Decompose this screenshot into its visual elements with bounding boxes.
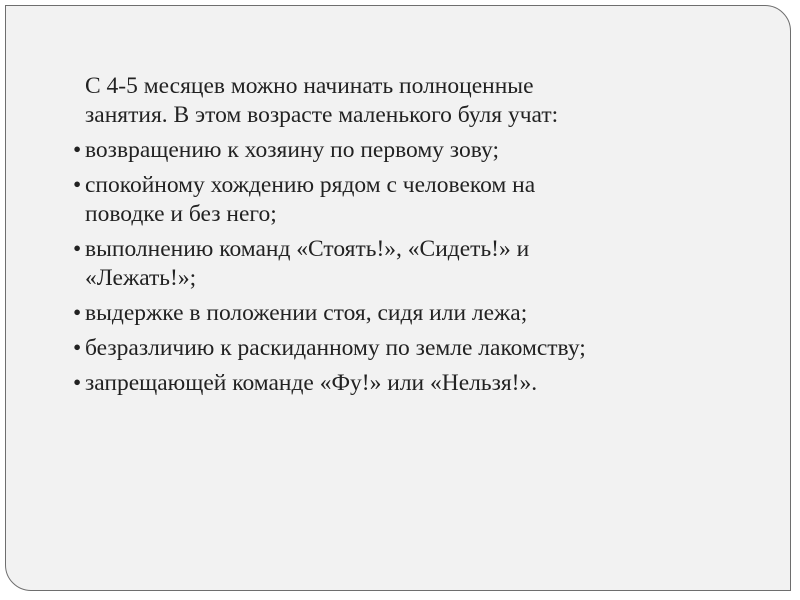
slide-text-body [73, 72, 733, 404]
bullet-text: запрещающей команде «Фу!» или «Нельзя!». [85, 370, 538, 396]
bullet-list [73, 136, 733, 398]
bullet-text: возвращению к хозяину по первому зову; [85, 137, 499, 163]
bullet-text: выполнению команд «Стоять!», «Сидеть!» и [85, 236, 530, 262]
bullet-text-continuation: поводке и без него; [85, 201, 277, 227]
bullet-text: безразличию к раскиданному по земле лакомству; [85, 335, 586, 361]
bullet-icon: • [73, 236, 82, 262]
bullet-icon: • [73, 300, 82, 326]
bullet-icon: • [73, 172, 82, 198]
list-item [73, 299, 733, 328]
list-item [73, 171, 733, 229]
intro-paragraph [73, 72, 733, 130]
list-item [73, 334, 733, 363]
intro-line: занятия. В этом возрасте маленького буля учат: [85, 102, 559, 128]
intro-line: С 4-5 месяцев можно начинать полноценные [85, 73, 534, 99]
bullet-text-continuation: «Лежать!»; [85, 265, 197, 291]
bullet-icon: • [73, 370, 82, 396]
bullet-text: спокойному хождению рядом с человеком на [85, 172, 536, 198]
list-item [73, 136, 733, 165]
bullet-icon: • [73, 137, 82, 163]
list-item [73, 369, 733, 398]
list-item [73, 235, 733, 293]
bullet-icon: • [73, 335, 82, 361]
bullet-text: выдержке в положении стоя, сидя или лежа; [85, 300, 528, 326]
